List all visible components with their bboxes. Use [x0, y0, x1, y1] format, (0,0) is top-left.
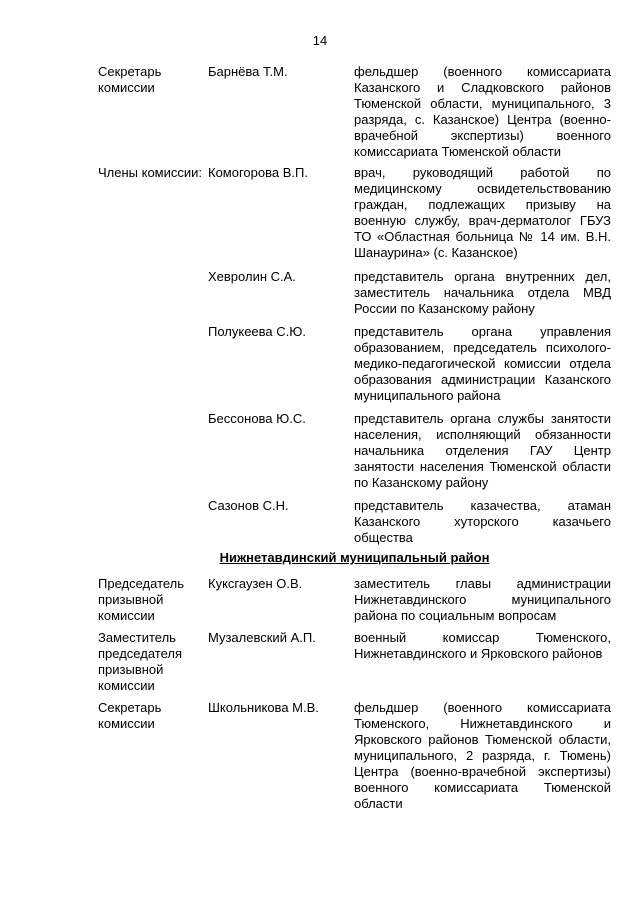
row-role: Председатель призывной комиссии — [98, 576, 185, 623]
section-kazansky — [98, 64, 611, 546]
row-role — [98, 324, 208, 404]
row-name: Полукеева С.Ю. — [208, 324, 307, 339]
row-description: военный комиссар Тюменского, Нижнетавдинского и Ярковского районов — [354, 630, 611, 661]
row-description: представитель органа службы занятости населения, исполняющий обязанности начальника отделения ГАУ Центр занятости населения Тюменской области по Казанскому району — [354, 411, 611, 490]
table-row — [98, 165, 611, 261]
table-row — [98, 498, 611, 546]
section-heading: Нижнетавдинский муниципальный район — [219, 550, 490, 565]
table-row — [98, 630, 611, 694]
row-description: представитель казачества, атаман Казанского хуторского казачьего общества — [354, 498, 611, 545]
row-description: врач, руководящий работой по медицинскому освидетельствованию граждан, подлежащих призыву на военную службу, врач-дерматолог ГБУЗ ТО «Областная больница № 14 им. В.Н. Шанаурина» (с. Казанское) — [354, 165, 611, 260]
row-name: Бессонова Ю.С. — [208, 411, 306, 426]
commission-list — [98, 64, 611, 816]
table-row — [98, 269, 611, 317]
row-description: представитель органа внутренних дел, заместитель начальника отдела МВД России по Казанскому району — [354, 269, 611, 316]
section-nizhnetavdinsky — [98, 550, 611, 812]
page-number: 14 — [312, 33, 328, 48]
table-row — [98, 700, 611, 812]
row-description: представитель органа управления образованием, председатель психолого-медико-педагогической комиссии отдела образования администрации Казанского муниципального района — [354, 324, 611, 403]
row-role — [98, 269, 208, 317]
row-name: Хевролин С.А. — [208, 269, 296, 284]
row-name: Барнёва Т.М. — [208, 64, 288, 79]
table-row — [98, 64, 611, 160]
row-description: заместитель главы администрации Нижнетавдинского муниципального района по социальным вопросам — [354, 576, 611, 623]
row-description: фельдшер (военного комиссариата Казанского и Сладковского районов Тюменской области, муниципального, 3 разряда, с. Казанское) Центра (военно-врачебной экспертизы) военного комиссариата Тюменской области — [354, 64, 611, 159]
row-name: Музалевский А.П. — [208, 630, 316, 645]
row-description: фельдшер (военного комиссариата Тюменского, Нижнетавдинского и Ярковского районов Тюменской области, муниципального, 2 разряда, г. Тюмень) Центра (военно-врачебной экспертизы) военного комиссариата Тюменской области — [354, 700, 611, 811]
row-role: Секретарь комиссии — [98, 700, 162, 731]
row-name: Школьникова М.В. — [208, 700, 319, 715]
row-role: Секретарь комиссии — [98, 64, 162, 95]
row-name: Куксгаузен О.В. — [208, 576, 303, 591]
row-role: Члены комиссии: — [98, 165, 203, 180]
row-role — [98, 498, 208, 546]
table-row — [98, 576, 611, 624]
row-name: Комогорова В.П. — [208, 165, 308, 180]
row-role: Заместитель председателя призывной комиссии — [98, 630, 183, 693]
table-row — [98, 324, 611, 404]
table-row — [98, 411, 611, 491]
row-role — [98, 411, 208, 491]
row-name: Сазонов С.Н. — [208, 498, 289, 513]
